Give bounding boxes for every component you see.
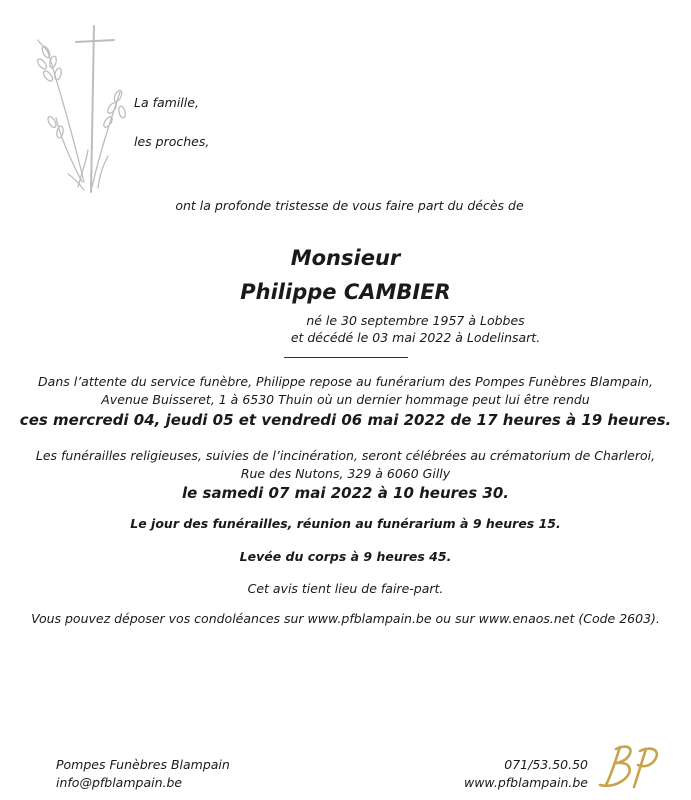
footer-company: Pompes Funèbres Blampain xyxy=(56,757,230,772)
gathering-info: Le jour des funérailles, réunion au funérarium à 9 heures 15. xyxy=(130,516,561,531)
deceased-name: Philippe CAMBIER xyxy=(240,280,451,304)
footer-email[interactable]: info@pfblampain.be xyxy=(56,775,183,790)
wake-dates: ces mercredi 04, jeudi 05 et vendredi 06 mai 2022 de 17 heures à 19 heures. xyxy=(19,411,672,429)
funeral-date: le samedi 07 mai 2022 à 10 heures 30. xyxy=(182,484,509,502)
funeral-text-line-2: Rue des Nutons, 329 à 6060 Gilly xyxy=(240,466,451,481)
deceased-title: Monsieur xyxy=(290,246,401,270)
notice-info: Cet avis tient lieu de faire-part. xyxy=(247,581,444,596)
deceased-birth: né le 30 septembre 1957 à Lobbes xyxy=(306,313,525,328)
cross-wheat-icon xyxy=(28,22,128,197)
footer-phone: 071/53.50.50 xyxy=(504,757,588,772)
footer-website[interactable]: www.pfblampain.be xyxy=(463,775,588,790)
condolences-info: Vous pouvez déposer vos condoléances sur www.pfblampain.be ou sur www.enaos.net (Code 2603). xyxy=(31,611,660,626)
bp-monogram-logo xyxy=(594,741,664,793)
wake-text-line-2: Avenue Buisseret, 1 à 6530 Thuin où un dernier hommage peut lui être rendu xyxy=(101,392,590,407)
section-divider xyxy=(284,357,408,358)
intro-announce: ont la profonde tristesse de vous faire part du décès de xyxy=(175,198,524,213)
intro-relatives: les proches, xyxy=(134,134,210,149)
wake-text-line-1: Dans l’attente du service funèbre, Philippe repose au funérarium des Pompes Funèbres Blampain, xyxy=(38,374,653,389)
deceased-death: et décédé le 03 mai 2022 à Lodelinsart. xyxy=(290,330,541,345)
funeral-text-line-1: Les funérailles religieuses, suivies de l’incinération, seront célébrées au crématorium de Charleroi, xyxy=(35,448,656,463)
levee-info: Levée du corps à 9 heures 45. xyxy=(239,549,452,564)
intro-family: La famille, xyxy=(134,95,199,110)
